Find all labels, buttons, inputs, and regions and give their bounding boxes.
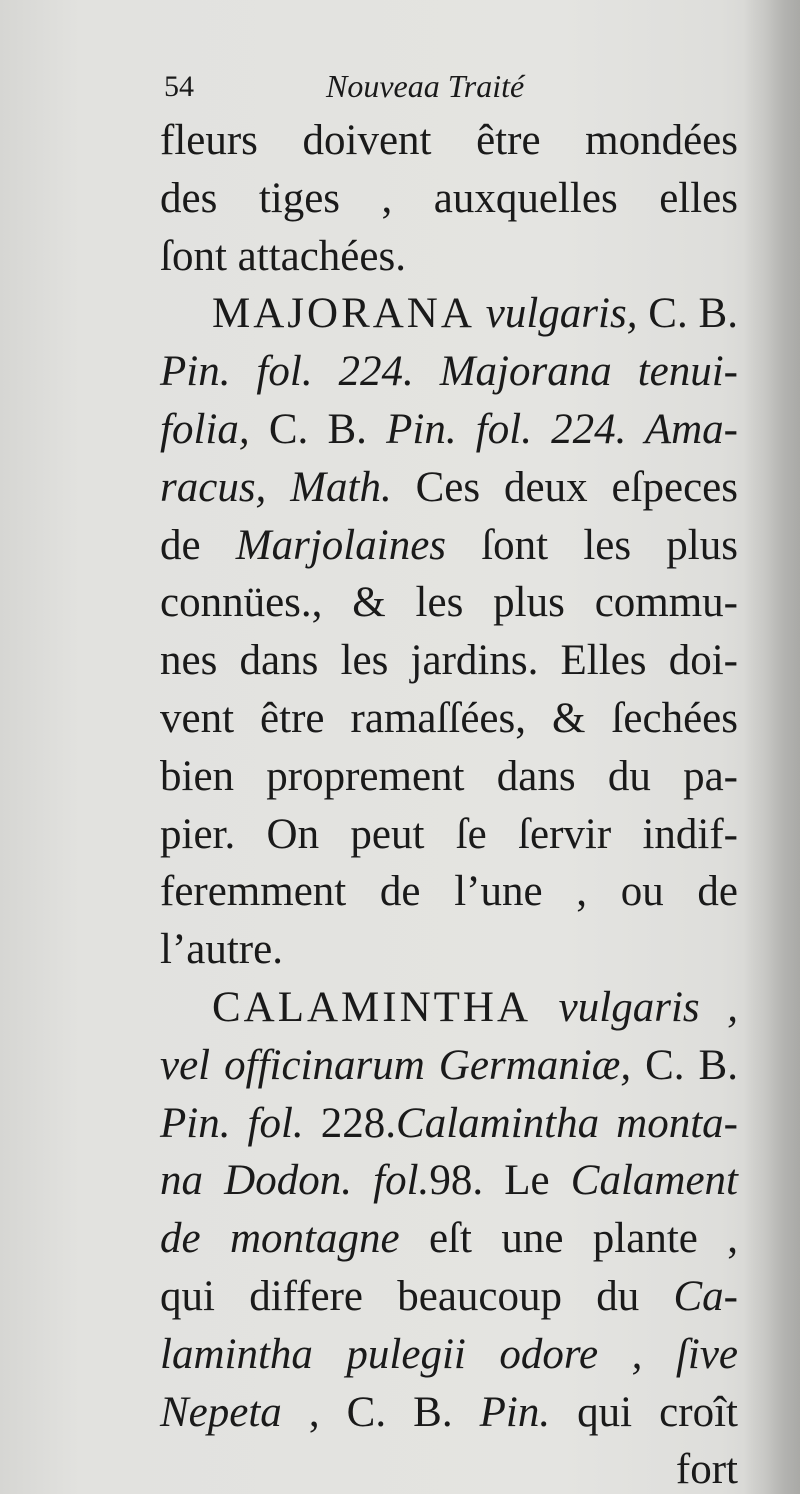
text-line: vent être ramaſſées, & ſechées bbox=[160, 694, 738, 742]
text-line: qui differe beaucoup du Ca- bbox=[160, 1272, 738, 1320]
text-line: de montagne eſt une plante , bbox=[160, 1215, 738, 1263]
text-line: des tiges , auxquelles elles bbox=[160, 174, 738, 222]
entry-heading-calamintha: CALAMINTHA vulgaris , bbox=[212, 983, 738, 1031]
text-line: de Marjolaines ſont les plus bbox=[160, 521, 738, 569]
text-line: pier. On peut ſe ſervir indif- bbox=[160, 810, 738, 858]
text-line: Pin. fol. 224. Majorana tenui- bbox=[160, 348, 738, 396]
text-line: folia, C. B. Pin. fol. 224. Ama- bbox=[160, 405, 738, 453]
text-line: bien proprement dans du pa- bbox=[160, 752, 738, 800]
page-gutter-shadow bbox=[744, 0, 800, 1494]
text-line: l’autre. bbox=[160, 926, 283, 974]
text-line: fleurs doivent être mondées bbox=[160, 117, 738, 164]
page-header bbox=[160, 64, 740, 110]
text-line: na Dodon. fol.98. Le Calament bbox=[160, 1157, 738, 1205]
text-line: Nepeta , C. B. Pin. qui croît bbox=[160, 1388, 738, 1436]
running-title: Nouveaa Traité bbox=[326, 68, 525, 104]
catchword: fort bbox=[675, 1446, 738, 1494]
text-line: connües., & les plus commu- bbox=[160, 579, 738, 627]
page-number: 54 bbox=[164, 70, 194, 103]
entry-heading-majorana: MAJORANA vulgaris, C. B. bbox=[212, 290, 738, 338]
body-text bbox=[160, 112, 738, 1494]
text-line: ſont attachées. bbox=[160, 232, 406, 280]
text-line: vel officinarum Germaniæ, C. B. bbox=[160, 1041, 738, 1089]
text-line: racus, Math. Ces deux eſpeces bbox=[160, 463, 738, 511]
text-line: Pin. fol. 228.Calamintha monta- bbox=[160, 1099, 738, 1147]
text-line: feremment de l’une , ou de bbox=[160, 868, 738, 916]
text-line: nes dans les jardins. Elles doi- bbox=[160, 637, 738, 685]
text-line: lamintha pulegii odore , ſive bbox=[160, 1330, 738, 1378]
